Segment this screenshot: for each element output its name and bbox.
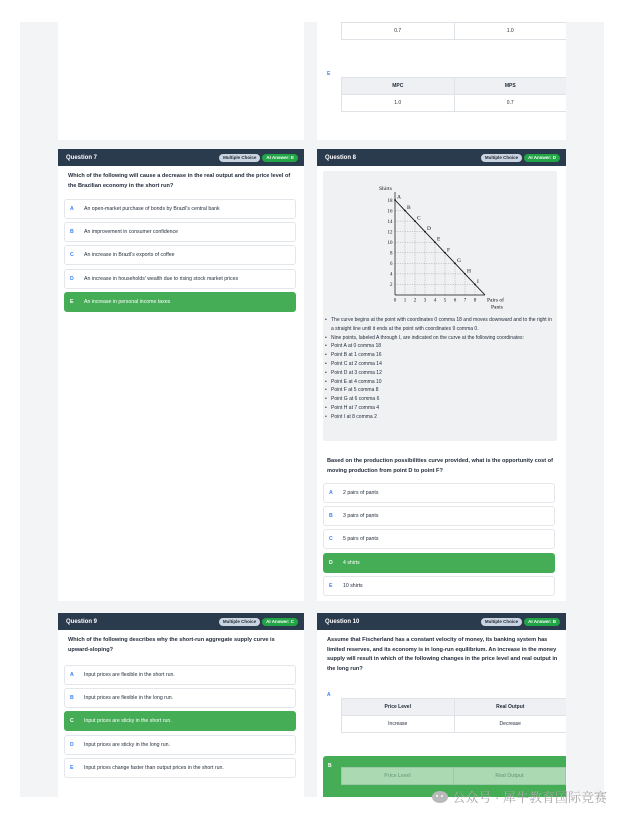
- option-d-correct[interactable]: [323, 553, 555, 573]
- question-text: Based on the production possibilities curve provided, what is the opportunity cost of moving production from point D to point F?: [327, 458, 553, 474]
- option-a-table[interactable]: [341, 698, 566, 733]
- y-tick-label: 14: [387, 219, 393, 225]
- option-text: 3 pairs of pants: [343, 513, 379, 519]
- point-label: F: [447, 247, 451, 254]
- option-text: An increase in personal income taxes: [84, 299, 171, 305]
- data-point: [394, 199, 396, 201]
- data-point: [474, 284, 476, 286]
- option-text: 2 pairs of pants: [343, 490, 379, 496]
- option-b-letter: B: [328, 763, 332, 769]
- type-badge: Multiple Choice: [481, 618, 522, 626]
- option-b[interactable]: [64, 222, 296, 242]
- option-letter: C: [70, 718, 74, 724]
- y-tick-label: 6: [390, 262, 393, 268]
- point-item: • Point F at 5 comma 8: [325, 386, 553, 395]
- y-tick-label: 18: [387, 198, 393, 204]
- data-point: [454, 262, 456, 264]
- option-text: Input prices are sticky in the short run.: [84, 718, 172, 724]
- point-item: • Point H at 7 comma 4: [325, 404, 553, 413]
- y-tick-label: 10: [387, 241, 393, 247]
- option-e[interactable]: [323, 576, 555, 596]
- table-cell: 1.0: [342, 95, 455, 112]
- x-tick-label: 4: [433, 298, 437, 304]
- table-cell: Increase: [342, 716, 455, 733]
- question-7-header: [58, 149, 304, 166]
- question-10-header: [317, 613, 566, 630]
- x-tick-label: 1: [403, 298, 407, 304]
- option-c[interactable]: [64, 245, 296, 265]
- ppc-curve: [395, 200, 485, 295]
- y-tick-label: 8: [390, 251, 393, 257]
- option-letter: B: [329, 513, 333, 519]
- question-title: Question 9: [66, 618, 98, 625]
- point-label: H: [467, 268, 471, 275]
- chart-panel: [323, 171, 557, 441]
- question-9-header: [58, 613, 304, 630]
- option-c[interactable]: [323, 529, 555, 549]
- y-tick-label: 2: [390, 283, 393, 289]
- point-item: • Point E at 4 comma 10: [325, 378, 553, 387]
- point-item: • Point B at 1 comma 16: [325, 351, 553, 360]
- ai-answer-badge: AI Answer: B: [524, 618, 560, 626]
- point-label: I: [477, 278, 479, 285]
- question-title: Question 7: [66, 154, 98, 161]
- question-8-card: [317, 149, 566, 601]
- data-point: [404, 210, 406, 212]
- table-header: Real Output: [454, 768, 566, 785]
- table-cell: 0.7: [454, 95, 566, 112]
- option-text: An open-market purchase of bonds by Brazil's central bank: [84, 206, 220, 212]
- option-e[interactable]: [64, 758, 296, 778]
- option-letter: C: [329, 536, 333, 542]
- point-item: • Point G at 6 comma 6: [325, 395, 553, 404]
- x-tick-label: 2: [413, 298, 417, 304]
- option-e-letter: E: [327, 71, 331, 77]
- point-item: • Point D at 3 comma 12: [325, 369, 553, 378]
- option-text: 10 shirts: [343, 583, 363, 589]
- option-b-table: [341, 767, 566, 785]
- watermark: [432, 787, 607, 806]
- ai-answer-badge: AI Answer: C: [262, 618, 298, 626]
- ppc-chart: [323, 171, 557, 316]
- option-letter: D: [70, 276, 74, 282]
- table-header: MPS: [454, 78, 566, 95]
- watermark-text: 公众号 · 犀牛教育国际竞赛: [452, 790, 607, 805]
- option-a-letter: A: [327, 692, 331, 698]
- option-letter: A: [70, 672, 74, 678]
- option-text: 4 shirts: [343, 560, 360, 566]
- question-8-header: [317, 149, 566, 166]
- table-cell: 0.7: [342, 23, 455, 40]
- option-letter: C: [70, 252, 74, 258]
- x-tick-label: 8: [473, 298, 477, 304]
- option-a[interactable]: [323, 483, 555, 503]
- type-badge: Multiple Choice: [219, 618, 260, 626]
- question-10-card: [317, 613, 566, 797]
- y-tick-label: 12: [387, 230, 393, 236]
- option-letter: D: [70, 742, 74, 748]
- data-point: [434, 241, 436, 243]
- question-title: Question 10: [325, 618, 360, 625]
- option-a[interactable]: [64, 665, 296, 685]
- x-tick-label: 5: [443, 298, 447, 304]
- table-cell: Decrease: [454, 716, 566, 733]
- table-header: Price Level: [342, 768, 454, 785]
- point-label: B: [407, 205, 411, 212]
- y-tick-label: 4: [390, 272, 393, 278]
- option-letter: B: [70, 229, 74, 235]
- table-header: MPC: [342, 78, 455, 95]
- option-text: Input prices change faster than output prices in the short run.: [84, 765, 224, 771]
- question-text: Which of the following will cause a decrease in the real output and the price level of the Brazilian economy in the short run?: [68, 173, 291, 189]
- point-item: • Point A at 0 comma 18: [325, 342, 553, 351]
- data-point: [444, 252, 446, 254]
- option-letter: B: [70, 695, 74, 701]
- option-text: An increase in Brazil's exports of coffee: [84, 252, 175, 258]
- previous-option-d-table: [341, 22, 566, 40]
- option-text: Input prices are flexible in the long run.: [84, 695, 174, 701]
- option-text: An increase in households' wealth due to rising stock market prices: [84, 276, 239, 282]
- chart-bullet: • The curve begins at the point with coordinates 0 comma 18 and moves downward and to the right in a straight line until it ends at the point with coordinates 9 comma 0.: [325, 316, 553, 334]
- option-letter: E: [70, 765, 74, 771]
- question-text: Which of the following describes why the short-run aggregate supply curve is upward-sloping?: [68, 637, 275, 653]
- x-axis-label: Pairs of Pants: [487, 297, 504, 311]
- x-tick-label: 0: [393, 298, 397, 304]
- option-b[interactable]: [64, 688, 296, 708]
- question-7-card: [58, 149, 304, 601]
- option-text: Input prices are sticky in the long run.: [84, 742, 170, 748]
- data-point: [424, 231, 426, 233]
- option-text: 5 pairs of pants: [343, 536, 379, 542]
- page-background: [20, 22, 604, 797]
- previous-option-e-table[interactable]: [341, 77, 566, 112]
- point-label: G: [457, 257, 461, 264]
- point-item: • Point C at 2 comma 14: [325, 360, 553, 369]
- ai-answer-badge: AI Answer: D: [524, 154, 560, 162]
- question-title: Question 8: [325, 154, 357, 161]
- question-text: Assume that Fischerland has a constant velocity of money, its banking system has limited reserves, and its economy is in long-run equilibrium. An increase in the money supply will result in which of the following changes in the price level and real output in the long run?: [327, 637, 558, 672]
- option-letter: D: [329, 560, 333, 566]
- option-d[interactable]: [64, 735, 296, 755]
- data-point: [414, 220, 416, 222]
- table-header: Real Output: [454, 699, 566, 716]
- type-badge: Multiple Choice: [481, 154, 522, 162]
- option-c-correct[interactable]: [64, 711, 296, 731]
- table-cell: 1.0: [454, 23, 566, 40]
- chart-description: [325, 316, 553, 422]
- point-label: A: [397, 194, 401, 201]
- ai-answer-badge: AI Answer: E: [262, 154, 298, 162]
- x-tick-label: 6: [453, 298, 457, 304]
- point-label: E: [437, 236, 441, 243]
- table-header: Price Level: [342, 699, 455, 716]
- point-item: • Point I at 8 comma 2: [325, 413, 553, 422]
- option-text: An improvement in consumer confidence: [84, 229, 178, 235]
- option-text: Input prices are flexible in the short run.: [84, 672, 175, 678]
- option-d[interactable]: [64, 269, 296, 289]
- data-point: [464, 273, 466, 275]
- type-badge: Multiple Choice: [219, 154, 260, 162]
- option-a[interactable]: [64, 199, 296, 219]
- wechat-icon: [432, 791, 448, 803]
- chart-bullet: • Nine points, labeled A through I, are indicated on the curve at the following coordinates:: [325, 334, 553, 343]
- option-letter: E: [70, 299, 74, 305]
- previous-question-card-right: [317, 22, 566, 140]
- point-label: D: [427, 226, 431, 233]
- option-letter: A: [329, 490, 333, 496]
- option-letter: E: [329, 583, 333, 589]
- y-axis-label: Shirts: [379, 186, 392, 192]
- option-e-correct[interactable]: [64, 292, 296, 312]
- x-tick-label: 7: [463, 298, 467, 304]
- option-letter: A: [70, 206, 74, 212]
- previous-question-card-left: [58, 22, 304, 140]
- option-b[interactable]: [323, 506, 555, 526]
- x-tick-label: 3: [423, 298, 427, 304]
- point-label: C: [417, 215, 421, 222]
- question-9-card: [58, 613, 304, 797]
- y-tick-label: 16: [387, 209, 393, 215]
